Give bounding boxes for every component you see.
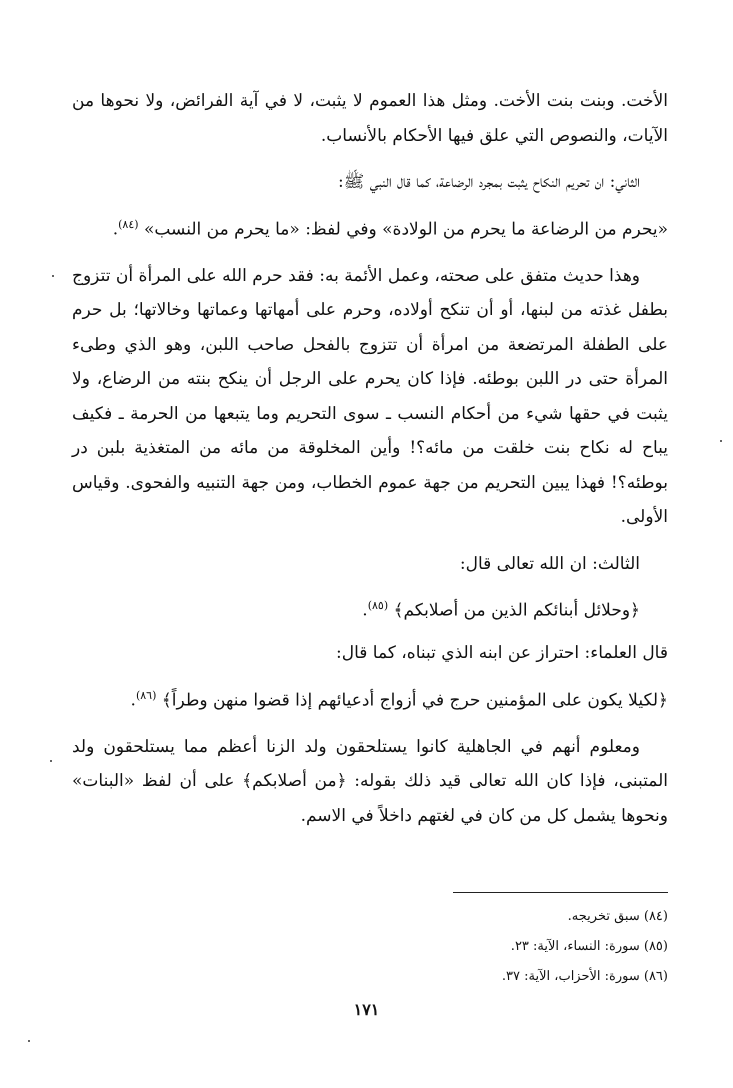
- scan-speck: [720, 440, 722, 442]
- footnotes: [72, 902, 668, 992]
- paragraph-5-text: الثالث: ان الله تعالى قال:: [459, 553, 640, 574]
- footnote-divider: [453, 892, 668, 893]
- footnote-ref-86: (٨٦): [135, 688, 157, 702]
- footnote-84: (٨٤) سبق تخريجه.: [567, 909, 668, 924]
- paragraph-4-text: وهذا حديث متفق على صحته، وعمل الأئمة به: فقد حرم الله على المرأة أن تتزوج بطفل غذته من لبنها، أو أن تنكح أولاده، وحرم على أمهاتها وعماتها وخالاتها؛ بل حرم على الطفلة المرتضعة من امرأة أن تتزوج بالفحل صاحب اللبن، وهو الذي وطىء المرأة حتى در اللبن بوطئه. فإذا كان يحرم على الرجل أن ينكح بنته من الرضاع، ولا يثبت في حقها شيء من أحكام النسب ـ سوى التحريم وما يتبعها من الحرمة ـ فكيف يباح له نكاح بنت خلقت من مائه؟! وأين المخلوقة من مائه من المتغذية بلبن در بوطئه؟! فهذا يبين التحريم من جهة عموم الخطاب، ومن جهة التنبيه والفحوى. وقياس الأولى.: [72, 265, 668, 528]
- footnote-86: (٨٦) سورة: الأحزاب، الآية: ٣٧.: [501, 969, 668, 984]
- body-text: [72, 84, 668, 845]
- page-number: ١٧١: [353, 1000, 380, 1019]
- paragraph-1: [72, 84, 668, 153]
- footnote-ref-84: (٨٤): [118, 217, 139, 231]
- hadith-quote-text: «يحرم من الرضاعة ما يحرم من الولادة» وفي لفظ: «ما يحرم من النسب»: [143, 219, 668, 240]
- scan-speck: [50, 760, 52, 762]
- hadith-quote: «يحرم من الرضاعة ما يحرم من الولادة» وفي لفظ: «ما يحرم من النسب» $^{(٨٤)}$.: [112, 217, 668, 240]
- footnote-85: (٨٥) سورة: النساء، الآية: ٢٣.: [510, 939, 668, 954]
- paragraph-2: [72, 165, 668, 200]
- quran-verse-1-text: ﴿وحلائل أبنائكم الذين من أصلابكم﴾: [393, 600, 640, 621]
- scan-speck: [28, 1040, 30, 1042]
- paragraph-5: [72, 547, 668, 582]
- paragraph-9-text: ومعلوم أنهم في الجاهلية كانوا يستلحقون ولد الزنا أعظم مما يستلحقون ولد المتبنى، فإذا كان الله تعالى قيد ذلك بقوله: ﴿من أصلابكم﴾ على أن لفظ «البنات» ونحوها يشمل كل من كان في لغتهم داخلاً في الاسم.: [72, 736, 668, 826]
- footnote-ref-85: (٨٥): [367, 599, 389, 613]
- paragraph-7-text: قال العلماء: احتراز عن ابنه الذي تبناه، كما قال:: [336, 643, 668, 664]
- paragraph-9: [72, 730, 668, 834]
- quran-verse-1: ﴿وحلائل أبنائكم الذين من أصلابكم﴾ $^{(٨٥)}$.: [362, 599, 640, 621]
- paragraph-1-text: الأخت. وبنت بنت الأخت. ومثل هذا العموم لا يثبت، لا في آية الفرائض، ولا نحوها من الآيات، والنصوص التي علق فيها الأحكام بالأنساب.: [72, 91, 668, 146]
- scan-speck: [52, 275, 54, 277]
- paragraph-4: [72, 259, 668, 535]
- paragraph-2-text: الثاني: ان تحريم النكاح يثبت بمجرد الرضاعة، كما قال النبي ﷺ:: [338, 172, 640, 192]
- quran-verse-2: ﴿لكيلا يكون على المؤمنين حرج في أزواج أدعيائهم إذا قضوا منهن وطراً﴾ $^{(٨٦)}$.: [130, 688, 668, 711]
- paragraph-7: [72, 636, 668, 671]
- quran-verse-2-text: ﴿لكيلا يكون على المؤمنين حرج في أزواج أدعيائهم إذا قضوا منهن وطراً﴾: [161, 690, 668, 711]
